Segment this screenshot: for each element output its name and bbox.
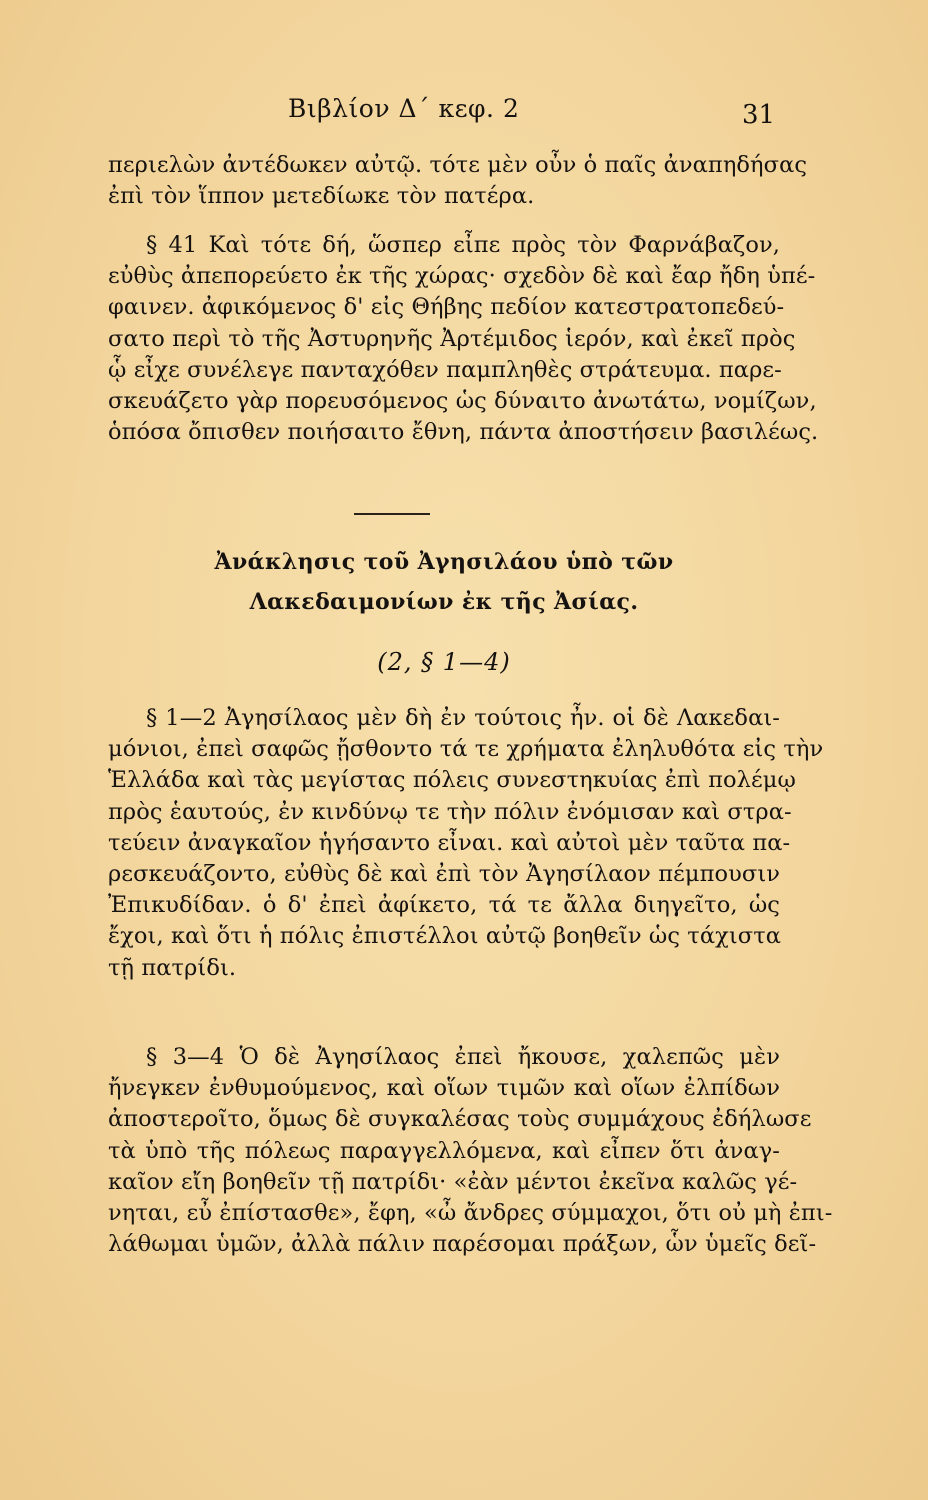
text-line: μόνιοι, ἐπεὶ σαφῶς ᾔσθοντο τά τε χρήματα ἐληλυθότα εἰς τὴν: [108, 736, 824, 763]
text-line: εὐθὺς ἀπεπορεύετο ἐκ τῆς χώρας· σχεδὸν δὲ καὶ ἔαρ ἤδη ὑπέ-: [108, 263, 816, 290]
text-line: ἤνεγκεν ἐνθυμούμενος, καὶ οἵων τιμῶν καὶ οἵων ἐλπίδων: [108, 1075, 780, 1102]
text-line: Ἑλλάδα καὶ τὰς μεγίστας πόλεις συνεστηκυίας ἐπὶ πολέμῳ: [108, 767, 796, 794]
text-line: τεύειν ἀναγκαῖον ἡγήσαντο εἶναι. καὶ αὐτοὶ μὲν ταῦτα πα-: [108, 829, 791, 856]
text-line: § 3—4 Ὁ δὲ Ἀγησίλαος ἐπεὶ ἤκουσε, χαλεπῶς μὲν: [146, 1044, 780, 1070]
text-line: καῖον εἴη βοηθεῖν τῇ πατρίδι· «ἐὰν μέντοι ἐκεῖνα καλῶς γέ-: [108, 1168, 798, 1195]
text-line: τῇ πατρίδι.: [108, 954, 237, 981]
paragraph-section-3-4: [108, 1042, 833, 1260]
paragraph-continuation: [108, 150, 808, 212]
text-line: ρεσκευάζοντο, εὐθὺς δὲ καὶ ἐπὶ τὸν Ἀγησίλαον πέμπουσιν: [108, 861, 781, 888]
section-divider: [354, 513, 430, 515]
paragraph-section-1-2: [108, 703, 824, 984]
text-line: Ἐπικυδίδαν. ὁ δ' ἐπεὶ ἀφίκετο, τά τε ἄλλα διηγεῖτο, ὡς: [108, 892, 780, 919]
text-line: φαινεν. ἀφικόμενος δ' εἰς Θήβης πεδίον κατεστρατοπεδεύ-: [108, 294, 785, 321]
text-line: περιελὼν ἀντέδωκεν αὐτῷ. τότε μὲν οὖν ὁ παῖς ἀναπηδήσας: [108, 152, 808, 178]
text-line: ὁπόσα ὄπισθεν ποιήσαιτο ἔθνη, πάντα ἀποστήσειν βασιλέως.: [108, 419, 819, 446]
text-line: § 41 Καὶ τότε δή, ὥσπερ εἶπε πρὸς τὸν Φαρνάβαζον,: [146, 232, 780, 258]
section-heading-line-2: Λακεδαιμονίων ἐκ τῆς Ἀσίας.: [249, 589, 639, 615]
section-heading-line-1: Ἀνάκλησις τοῦ Ἀγησιλάου ὑπὸ τῶν: [214, 549, 674, 575]
running-head: Βιβλίον Δ΄ κεφ. 2: [288, 94, 520, 123]
text-line: σατο περὶ τὸ τῆς Ἀστυρηνῆς Ἀρτέμιδος ἱερόν, καὶ ἐκεῖ πρὸς: [108, 325, 796, 352]
text-line: σκευάζετο γὰρ πορευσόμενος ὡς δύναιτο ἀνωτάτω, νομίζων,: [108, 388, 817, 415]
text-line: λάθωμαι ὑμῶν, ἀλλὰ πάλιν παρέσομαι πράξων, ὧν ὑμεῖς δεῖ-: [108, 1231, 817, 1258]
text-line: § 1—2 Ἀγησίλαος μὲν δὴ ἐν τούτοις ἦν. οἱ δὲ Λακεδαι-: [146, 705, 780, 731]
text-line: τὰ ὑπὸ τῆς πόλεως παραγγελλόμενα, καὶ εἶπεν ὅτι ἀναγ-: [108, 1137, 780, 1164]
text-line: πρὸς ἑαυτούς, ἐν κινδύνῳ τε τὴν πόλιν ἐνόμισαν καὶ στρα-: [108, 798, 792, 825]
text-line: ᾧ εἶχε συνέλεγε πανταχόθεν παμπληθὲς στράτευμα. παρε-: [108, 356, 782, 383]
text-line: ἐπὶ τὸν ἵππον μετεδίωκε τὸν πατέρα.: [108, 183, 535, 210]
text-line: ἔχοι, καὶ ὅτι ἡ πόλις ἐπιστέλλοι αὐτῷ βοηθεῖν ὡς τάχιστα: [108, 923, 782, 950]
text-line: ἀποστεροῖτο, ὅμως δὲ συγκαλέσας τοὺς συμμάχους ἐδήλωσε: [108, 1106, 812, 1133]
text-line: νηται, εὖ ἐπίστασθε», ἔφη, «ὦ ἄνδρες σύμμαχοι, ὅτι οὐ μὴ ἐπι-: [108, 1200, 833, 1227]
section-reference: (2, § 1—4): [377, 648, 511, 676]
page-number: 31: [742, 100, 776, 130]
page-header: [0, 94, 928, 134]
paragraph-section-41: [108, 230, 819, 448]
